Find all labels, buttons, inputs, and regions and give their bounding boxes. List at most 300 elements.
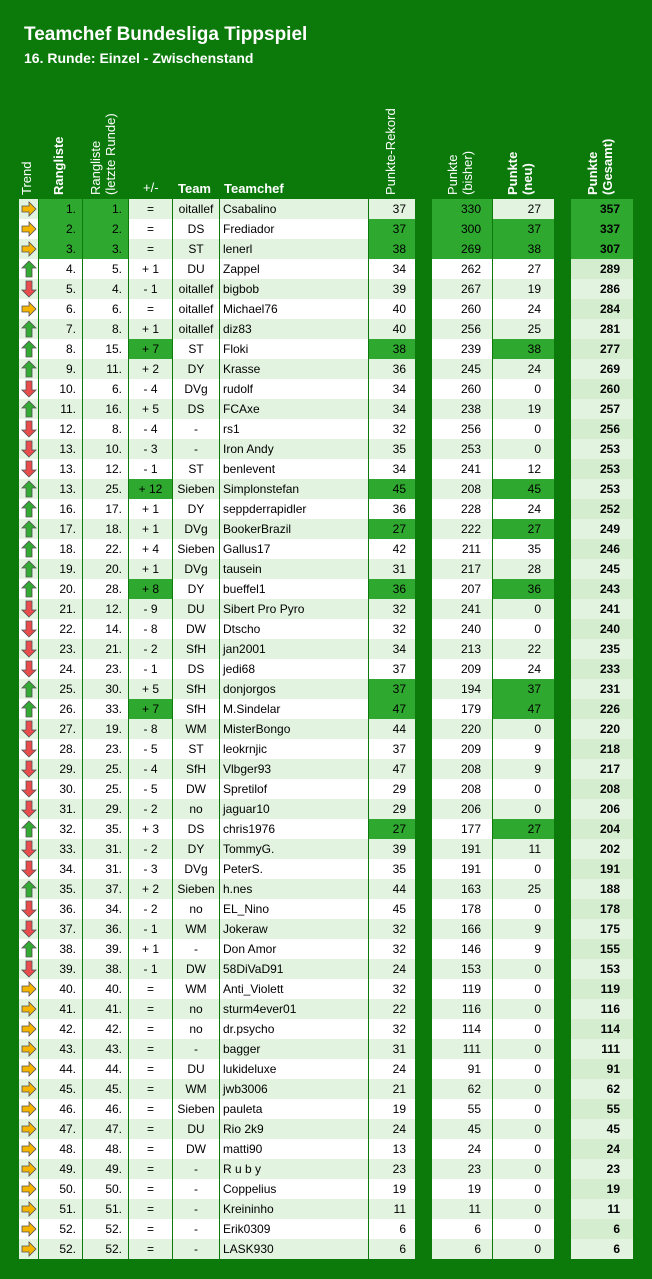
team-cell: oitallef — [173, 199, 219, 219]
team-cell: - — [173, 1039, 219, 1059]
rank-cell: 36. — [39, 899, 82, 919]
punkte-bisher-cell: 24 — [432, 1139, 492, 1159]
last-rank-cell: 8. — [83, 319, 128, 339]
punkte-neu-cell: 28 — [493, 559, 554, 579]
plus-minus-cell: + 1 — [129, 559, 172, 579]
last-rank-cell: 6. — [83, 379, 128, 399]
punkte-gesamt-cell: 357 — [571, 199, 633, 219]
punkte-gesamt-cell: 188 — [571, 879, 633, 899]
team-cell: oitallef — [173, 319, 219, 339]
rank-cell: 13. — [39, 459, 82, 479]
punkte-rekord-cell: 13 — [369, 1139, 415, 1159]
teamchef-cell: MisterBongo — [220, 719, 368, 739]
punkte-rekord-cell: 38 — [369, 339, 415, 359]
punkte-neu-cell: 36 — [493, 579, 554, 599]
plus-minus-cell: = — [129, 239, 172, 259]
last-rank-cell: 44. — [83, 1059, 128, 1079]
trend-cell — [19, 839, 38, 859]
table-row — [0, 1099, 652, 1119]
trend-cell — [19, 859, 38, 879]
rank-cell: 31. — [39, 799, 82, 819]
trend-cell — [19, 939, 38, 959]
teamchef-cell: jedi68 — [220, 659, 368, 679]
header-plusminus: +/- — [143, 180, 159, 195]
table-row — [0, 1119, 652, 1139]
punkte-rekord-cell: 47 — [369, 759, 415, 779]
trend-cell — [19, 399, 38, 419]
table-row — [0, 899, 652, 919]
punkte-gesamt-cell: 111 — [571, 1039, 633, 1059]
punkte-rekord-cell: 45 — [369, 479, 415, 499]
last-rank-cell: 46. — [83, 1099, 128, 1119]
teamchef-cell: jaguar10 — [220, 799, 368, 819]
table-row — [0, 259, 652, 279]
table-row — [0, 419, 652, 439]
page-subtitle: 16. Runde: Einzel - Zwischenstand — [24, 50, 254, 66]
team-cell: Sieben — [173, 539, 219, 559]
table-row — [0, 1059, 652, 1079]
arrow-down-icon — [21, 800, 37, 818]
last-rank-cell: 31. — [83, 859, 128, 879]
rank-cell: 23. — [39, 639, 82, 659]
punkte-neu-cell: 0 — [493, 899, 554, 919]
rank-cell: 13. — [39, 439, 82, 459]
punkte-neu-cell: 47 — [493, 699, 554, 719]
team-cell: oitallef — [173, 279, 219, 299]
trend-cell — [19, 419, 38, 439]
teamchef-cell: Anti_Violett — [220, 979, 368, 999]
header-rangliste-letzte-line2: (letzte Runde) — [103, 113, 118, 195]
punkte-neu-cell: 25 — [493, 319, 554, 339]
punkte-gesamt-cell: 45 — [571, 1119, 633, 1139]
punkte-neu-cell: 25 — [493, 879, 554, 899]
rank-cell: 17. — [39, 519, 82, 539]
arrow-up-icon — [21, 360, 37, 378]
punkte-rekord-cell: 31 — [369, 1039, 415, 1059]
punkte-neu-cell: 0 — [493, 1059, 554, 1079]
punkte-neu-cell: 0 — [493, 419, 554, 439]
team-cell: DU — [173, 1119, 219, 1139]
punkte-gesamt-cell: 178 — [571, 899, 633, 919]
teamchef-cell: dr.psycho — [220, 1019, 368, 1039]
punkte-bisher-cell: 191 — [432, 839, 492, 859]
table-row — [0, 299, 652, 319]
teamchef-cell: R u b y — [220, 1159, 368, 1179]
teamchef-cell: Krasse — [220, 359, 368, 379]
arrow-down-icon — [21, 740, 37, 758]
punkte-bisher-cell: 206 — [432, 799, 492, 819]
punkte-neu-cell: 38 — [493, 339, 554, 359]
arrow-up-icon — [21, 560, 37, 578]
plus-minus-cell: + 12 — [129, 479, 172, 499]
teamchef-cell: Dtscho — [220, 619, 368, 639]
punkte-bisher-cell: 153 — [432, 959, 492, 979]
punkte-rekord-cell: 21 — [369, 1079, 415, 1099]
team-cell: WM — [173, 719, 219, 739]
team-cell: DU — [173, 599, 219, 619]
punkte-rekord-cell: 34 — [369, 259, 415, 279]
punkte-rekord-cell: 35 — [369, 439, 415, 459]
plus-minus-cell: - 1 — [129, 919, 172, 939]
table-row — [0, 1219, 652, 1239]
arrow-down-icon — [21, 780, 37, 798]
punkte-bisher-cell: 300 — [432, 219, 492, 239]
team-cell: - — [173, 1159, 219, 1179]
table-row — [0, 439, 652, 459]
plus-minus-cell: = — [129, 979, 172, 999]
table-row — [0, 839, 652, 859]
punkte-bisher-cell: 62 — [432, 1079, 492, 1099]
table-row — [0, 279, 652, 299]
teamchef-cell: M.Sindelar — [220, 699, 368, 719]
teamchef-cell: Csabalino — [220, 199, 368, 219]
teamchef-cell: Rio 2k9 — [220, 1119, 368, 1139]
arrow-right-icon — [21, 220, 37, 238]
team-cell: DW — [173, 619, 219, 639]
punkte-rekord-cell: 45 — [369, 899, 415, 919]
table-row — [0, 739, 652, 759]
rank-cell: 4. — [39, 259, 82, 279]
punkte-bisher-cell: 217 — [432, 559, 492, 579]
punkte-rekord-cell: 32 — [369, 939, 415, 959]
table-row — [0, 1139, 652, 1159]
plus-minus-cell: - 1 — [129, 459, 172, 479]
last-rank-cell: 51. — [83, 1199, 128, 1219]
trend-cell — [19, 739, 38, 759]
team-cell: DY — [173, 359, 219, 379]
punkte-rekord-cell: 38 — [369, 239, 415, 259]
punkte-gesamt-cell: 249 — [571, 519, 633, 539]
trend-cell — [19, 619, 38, 639]
table-row — [0, 379, 652, 399]
teamchef-cell: Floki — [220, 339, 368, 359]
punkte-gesamt-cell: 241 — [571, 599, 633, 619]
table-row — [0, 199, 652, 219]
table-row — [0, 999, 652, 1019]
punkte-bisher-cell: 260 — [432, 379, 492, 399]
header-punkte-neu-line1: Punkte — [505, 151, 520, 195]
punkte-bisher-cell: 269 — [432, 239, 492, 259]
punkte-bisher-cell: 228 — [432, 499, 492, 519]
trend-cell — [19, 699, 38, 719]
trend-cell — [19, 979, 38, 999]
last-rank-cell: 42. — [83, 1019, 128, 1039]
punkte-gesamt-cell: 269 — [571, 359, 633, 379]
rank-cell: 20. — [39, 579, 82, 599]
last-rank-cell: 43. — [83, 1039, 128, 1059]
punkte-gesamt-cell: 202 — [571, 839, 633, 859]
punkte-neu-cell: 24 — [493, 659, 554, 679]
punkte-bisher-cell: 209 — [432, 659, 492, 679]
punkte-bisher-cell: 241 — [432, 599, 492, 619]
punkte-neu-cell: 11 — [493, 839, 554, 859]
arrow-down-icon — [21, 660, 37, 678]
table-row — [0, 579, 652, 599]
rank-cell: 48. — [39, 1139, 82, 1159]
teamchef-cell: Don Amor — [220, 939, 368, 959]
rank-cell: 47. — [39, 1119, 82, 1139]
punkte-neu-cell: 12 — [493, 459, 554, 479]
rank-cell: 52. — [39, 1239, 82, 1259]
arrow-down-icon — [21, 420, 37, 438]
arrow-right-icon — [21, 300, 37, 318]
rank-cell: 3. — [39, 239, 82, 259]
header-teamchef: Teamchef — [224, 181, 284, 196]
team-cell: SfH — [173, 679, 219, 699]
punkte-rekord-cell: 39 — [369, 839, 415, 859]
trend-cell — [19, 899, 38, 919]
teamchef-cell: seppderrapidler — [220, 499, 368, 519]
team-cell: DU — [173, 1059, 219, 1079]
punkte-bisher-cell: 220 — [432, 719, 492, 739]
table-row — [0, 939, 652, 959]
punkte-neu-cell: 22 — [493, 639, 554, 659]
team-cell: DS — [173, 659, 219, 679]
last-rank-cell: 16. — [83, 399, 128, 419]
punkte-bisher-cell: 238 — [432, 399, 492, 419]
punkte-bisher-cell: 239 — [432, 339, 492, 359]
punkte-bisher-cell: 267 — [432, 279, 492, 299]
rank-cell: 30. — [39, 779, 82, 799]
punkte-bisher-cell: 45 — [432, 1119, 492, 1139]
plus-minus-cell: = — [129, 999, 172, 1019]
teamchef-cell: rudolf — [220, 379, 368, 399]
rank-cell: 21. — [39, 599, 82, 619]
teamchef-cell: leokrnjic — [220, 739, 368, 759]
teamchef-cell: FCAxe — [220, 399, 368, 419]
punkte-gesamt-cell: 24 — [571, 1139, 633, 1159]
plus-minus-cell: = — [129, 1199, 172, 1219]
punkte-gesamt-cell: 246 — [571, 539, 633, 559]
last-rank-cell: 22. — [83, 539, 128, 559]
last-rank-cell: 10. — [83, 439, 128, 459]
punkte-gesamt-cell: 257 — [571, 399, 633, 419]
team-cell: DS — [173, 219, 219, 239]
punkte-neu-cell: 0 — [493, 859, 554, 879]
punkte-rekord-cell: 24 — [369, 1119, 415, 1139]
table-row — [0, 799, 652, 819]
rank-cell: 44. — [39, 1059, 82, 1079]
punkte-gesamt-cell: 277 — [571, 339, 633, 359]
punkte-bisher-cell: 222 — [432, 519, 492, 539]
punkte-gesamt-cell: 253 — [571, 479, 633, 499]
plus-minus-cell: = — [129, 1139, 172, 1159]
arrow-up-icon — [21, 820, 37, 838]
punkte-rekord-cell: 40 — [369, 319, 415, 339]
punkte-bisher-cell: 163 — [432, 879, 492, 899]
punkte-bisher-cell: 119 — [432, 979, 492, 999]
rank-cell: 33. — [39, 839, 82, 859]
punkte-gesamt-cell: 220 — [571, 719, 633, 739]
team-cell: WM — [173, 919, 219, 939]
teamchef-cell: Zappel — [220, 259, 368, 279]
last-rank-cell: 21. — [83, 639, 128, 659]
arrow-down-icon — [21, 640, 37, 658]
punkte-gesamt-cell: 240 — [571, 619, 633, 639]
team-cell: SfH — [173, 639, 219, 659]
last-rank-cell: 14. — [83, 619, 128, 639]
punkte-bisher-cell: 207 — [432, 579, 492, 599]
team-cell: no — [173, 799, 219, 819]
table-row — [0, 779, 652, 799]
plus-minus-cell: - 2 — [129, 839, 172, 859]
punkte-gesamt-cell: 245 — [571, 559, 633, 579]
arrow-up-icon — [21, 480, 37, 498]
last-rank-cell: 25. — [83, 779, 128, 799]
arrow-up-icon — [21, 520, 37, 538]
teamchef-cell: Coppelius — [220, 1179, 368, 1199]
rank-cell: 51. — [39, 1199, 82, 1219]
teamchef-cell: TommyG. — [220, 839, 368, 859]
teamchef-cell: LASK930 — [220, 1239, 368, 1259]
punkte-bisher-cell: 240 — [432, 619, 492, 639]
punkte-gesamt-cell: 119 — [571, 979, 633, 999]
punkte-bisher-cell: 241 — [432, 459, 492, 479]
team-cell: DU — [173, 259, 219, 279]
rank-cell: 9. — [39, 359, 82, 379]
rank-cell: 38. — [39, 939, 82, 959]
arrow-up-icon — [21, 340, 37, 358]
plus-minus-cell: - 1 — [129, 959, 172, 979]
teamchef-cell: diz83 — [220, 319, 368, 339]
punkte-gesamt-cell: 155 — [571, 939, 633, 959]
punkte-rekord-cell: 32 — [369, 599, 415, 619]
trend-cell — [19, 1219, 38, 1239]
teamchef-cell: chris1976 — [220, 819, 368, 839]
rank-cell: 41. — [39, 999, 82, 1019]
arrow-down-icon — [21, 900, 37, 918]
trend-cell — [19, 1059, 38, 1079]
last-rank-cell: 2. — [83, 219, 128, 239]
punkte-rekord-cell: 32 — [369, 1019, 415, 1039]
teamchef-cell: bigbob — [220, 279, 368, 299]
trend-cell — [19, 1239, 38, 1259]
arrow-right-icon — [21, 200, 37, 218]
table-row — [0, 699, 652, 719]
trend-cell — [19, 1159, 38, 1179]
punkte-neu-cell: 9 — [493, 759, 554, 779]
trend-cell — [19, 959, 38, 979]
header-rangliste: Rangliste — [51, 136, 66, 195]
trend-cell — [19, 199, 38, 219]
punkte-gesamt-cell: 114 — [571, 1019, 633, 1039]
team-cell: DS — [173, 819, 219, 839]
plus-minus-cell: + 3 — [129, 819, 172, 839]
punkte-neu-cell: 27 — [493, 519, 554, 539]
last-rank-cell: 4. — [83, 279, 128, 299]
teamchef-cell: pauleta — [220, 1099, 368, 1119]
table-row — [0, 1159, 652, 1179]
arrow-right-icon — [21, 1020, 37, 1038]
punkte-neu-cell: 19 — [493, 279, 554, 299]
punkte-gesamt-cell: 260 — [571, 379, 633, 399]
plus-minus-cell: - 1 — [129, 659, 172, 679]
punkte-gesamt-cell: 218 — [571, 739, 633, 759]
team-cell: - — [173, 939, 219, 959]
table-row — [0, 359, 652, 379]
punkte-bisher-cell: 208 — [432, 759, 492, 779]
punkte-neu-cell: 0 — [493, 1019, 554, 1039]
punkte-neu-cell: 9 — [493, 939, 554, 959]
punkte-rekord-cell: 37 — [369, 199, 415, 219]
rank-cell: 29. — [39, 759, 82, 779]
last-rank-cell: 18. — [83, 519, 128, 539]
punkte-neu-cell: 19 — [493, 399, 554, 419]
punkte-gesamt-cell: 204 — [571, 819, 633, 839]
table-row — [0, 639, 652, 659]
rank-cell: 11. — [39, 399, 82, 419]
last-rank-cell: 1. — [83, 199, 128, 219]
table-row — [0, 879, 652, 899]
punkte-rekord-cell: 42 — [369, 539, 415, 559]
punkte-neu-cell: 0 — [493, 979, 554, 999]
arrow-down-icon — [21, 920, 37, 938]
rank-cell: 7. — [39, 319, 82, 339]
teamchef-cell: tausein — [220, 559, 368, 579]
team-cell: SfH — [173, 699, 219, 719]
punkte-neu-cell: 0 — [493, 719, 554, 739]
trend-cell — [19, 779, 38, 799]
punkte-rekord-cell: 40 — [369, 299, 415, 319]
rank-cell: 34. — [39, 859, 82, 879]
table-row — [0, 759, 652, 779]
punkte-bisher-cell: 6 — [432, 1219, 492, 1239]
plus-minus-cell: + 2 — [129, 359, 172, 379]
trend-cell — [19, 279, 38, 299]
rank-cell: 50. — [39, 1179, 82, 1199]
teamchef-cell: PeterS. — [220, 859, 368, 879]
trend-cell — [19, 1199, 38, 1219]
punkte-rekord-cell: 44 — [369, 879, 415, 899]
rank-cell: 10. — [39, 379, 82, 399]
table-row — [0, 959, 652, 979]
teamchef-cell: Michael76 — [220, 299, 368, 319]
team-cell: DVg — [173, 379, 219, 399]
punkte-neu-cell: 0 — [493, 1119, 554, 1139]
table-row — [0, 659, 652, 679]
last-rank-cell: 17. — [83, 499, 128, 519]
punkte-rekord-cell: 44 — [369, 719, 415, 739]
plus-minus-cell: + 7 — [129, 339, 172, 359]
punkte-gesamt-cell: 19 — [571, 1179, 633, 1199]
trend-cell — [19, 1139, 38, 1159]
rank-cell: 39. — [39, 959, 82, 979]
trend-cell — [19, 679, 38, 699]
trend-cell — [19, 519, 38, 539]
punkte-neu-cell: 0 — [493, 379, 554, 399]
team-cell: DW — [173, 959, 219, 979]
punkte-neu-cell: 37 — [493, 679, 554, 699]
plus-minus-cell: = — [129, 1239, 172, 1259]
punkte-gesamt-cell: 286 — [571, 279, 633, 299]
punkte-bisher-cell: 208 — [432, 479, 492, 499]
table-row — [0, 919, 652, 939]
punkte-gesamt-cell: 62 — [571, 1079, 633, 1099]
punkte-rekord-cell: 35 — [369, 859, 415, 879]
last-rank-cell: 12. — [83, 599, 128, 619]
plus-minus-cell: = — [129, 1039, 172, 1059]
punkte-rekord-cell: 29 — [369, 799, 415, 819]
header-punkte-bisher-line2: (bisher) — [460, 150, 475, 195]
teamchef-cell: 58DiVaD91 — [220, 959, 368, 979]
rank-cell: 43. — [39, 1039, 82, 1059]
punkte-gesamt-cell: 217 — [571, 759, 633, 779]
header-punkte-bisher — [445, 137, 475, 195]
team-cell: no — [173, 1019, 219, 1039]
punkte-bisher-cell: 114 — [432, 1019, 492, 1039]
rank-cell: 24. — [39, 659, 82, 679]
punkte-bisher-cell: 260 — [432, 299, 492, 319]
